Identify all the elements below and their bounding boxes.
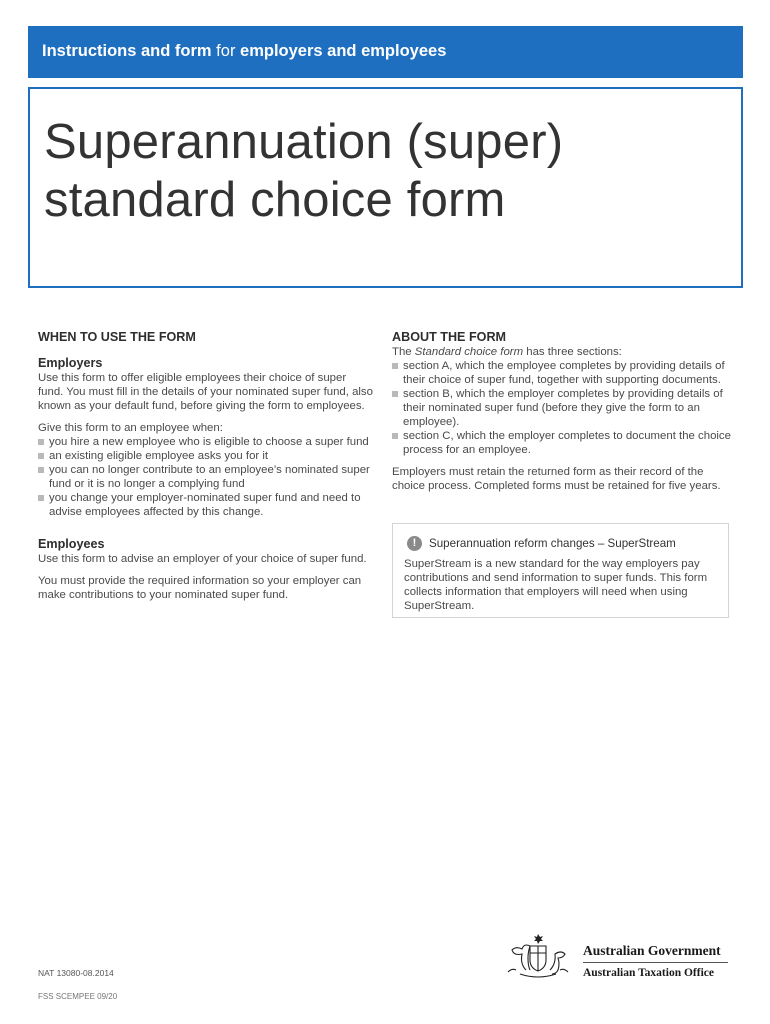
gov-divider (583, 962, 728, 963)
notice-text: SuperStream is a new standard for the way employers pay contributions and send information to super funds. This form collects information that employers will need when using SuperStream. (404, 558, 708, 612)
list-item-text: you can no longer contribute to an employee’s nominated super fund or it is no longer a complying fund (49, 464, 370, 490)
bullet-square-icon (392, 433, 398, 439)
government-logo-text (583, 943, 728, 980)
list-item-text: section B, which the employer completes by providing details of their nominated super fund (before they give the form to an employee). (403, 388, 723, 428)
list-item-text: you change your employer-nominated super fund and need to advise employees affected by this change. (49, 492, 361, 518)
title-line-2: standard choice form (44, 173, 506, 227)
title-line-1: Superannuation (super) (44, 115, 564, 169)
retain-text: Employers must retain the returned form as their record of the choice process. Completed forms must be retained for five years. (392, 466, 721, 492)
employers-heading: Employers (38, 356, 103, 370)
employees-heading: Employees (38, 537, 105, 551)
gov-line-1: Australian Government (583, 943, 721, 958)
when-bullet-list (38, 435, 373, 519)
title-box (28, 87, 743, 288)
bullet-square-icon (392, 391, 398, 397)
gov-line-2: Australian Taxation Office (583, 967, 714, 979)
superstream-notice (392, 523, 729, 618)
notice-header (407, 536, 716, 551)
about-section (392, 330, 734, 493)
header-banner (28, 26, 743, 78)
list-item-text: section C, which the employer completes to document the choice process for an employee. (403, 430, 731, 456)
list-item-text: section A, which the employee completes by providing details of their choice of super fund, together with supporting documents. (403, 360, 725, 386)
banner-text-bold-2: employers and employees (240, 42, 447, 60)
about-intro-post: has three sections: (523, 346, 622, 358)
banner-text-connector: for (211, 42, 241, 60)
about-intro-form-name: Standard choice form (414, 346, 524, 358)
list-item (38, 491, 373, 519)
list-item (392, 359, 734, 387)
when-heading: WHEN TO USE THE FORM (38, 330, 196, 344)
coat-of-arms-icon (498, 930, 578, 982)
list-item-text: an existing eligible employee asks you for it (49, 450, 269, 462)
give-intro-text: Give this form to an employee when: (38, 422, 223, 434)
employees-text-1: Use this form to advise an employer of your choice of super fund. (38, 553, 367, 565)
employers-text: Use this form to offer eligible employees their choice of super fund. You must fill in the details of your nominated super fund, also known as your default fund, before giving the form to employees. (38, 372, 373, 412)
bullet-square-icon (38, 467, 44, 473)
list-item (38, 463, 373, 491)
list-item-text: you hire a new employee who is eligible to choose a super fund (49, 436, 369, 448)
list-item (392, 387, 734, 429)
list-item (38, 449, 373, 463)
list-item (38, 435, 373, 449)
exclamation-icon: ! (407, 536, 422, 551)
employees-text-2: You must provide the required information so your employer can make contributions to your nominated super fund. (38, 575, 362, 601)
notice-title: Superannuation reform changes – SuperStream (429, 536, 676, 550)
fss-code: FSS SCEMPEE 09/20 (38, 992, 118, 1001)
bullet-square-icon (392, 363, 398, 369)
bullet-square-icon (38, 453, 44, 459)
page-title (44, 113, 727, 229)
about-bullet-list (392, 359, 734, 457)
banner-text-bold-1: Instructions and form (42, 42, 212, 60)
nat-code: NAT 13080-08.2014 (38, 968, 114, 978)
about-heading: ABOUT THE FORM (392, 330, 507, 344)
about-intro-pre: The (392, 346, 415, 358)
list-item (392, 429, 734, 457)
about-intro (392, 345, 734, 359)
bullet-square-icon (38, 439, 44, 445)
bullet-square-icon (38, 495, 44, 501)
when-to-use-section (38, 330, 373, 602)
